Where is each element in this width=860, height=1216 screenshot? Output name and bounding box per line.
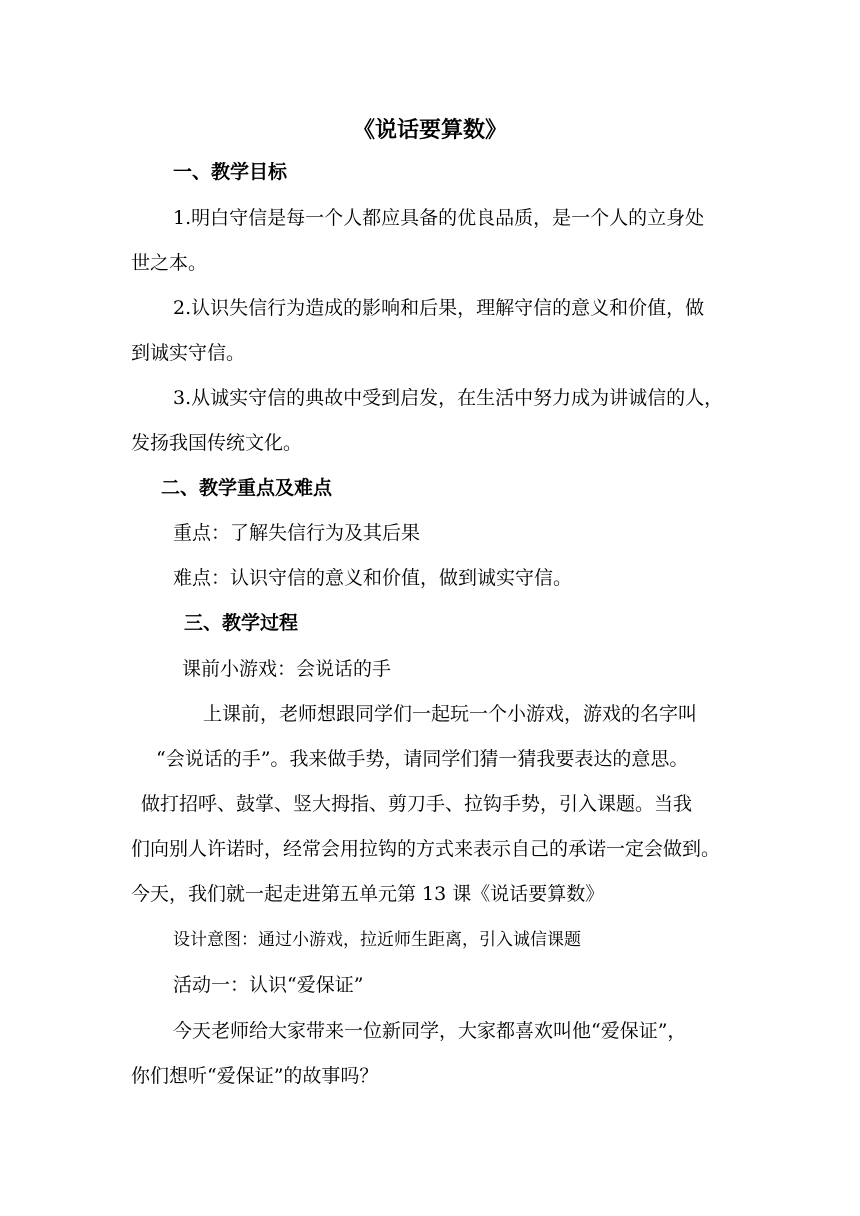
- activity-1-line-2: 你们想听“爱保证”的故事吗？: [131, 1065, 379, 1087]
- design-intent: 设计意图：通过小游戏，拉近师生距离，引入诚信课题: [173, 930, 581, 950]
- difficult-point: 难点：认识守信的意义和价值，做到诚实守信。: [173, 567, 573, 589]
- heading-key-points: 二、教学重点及难点: [161, 477, 333, 499]
- goal-2-line-1: 2.认识失信行为造成的影响和后果，理解守信的意义和价值，做: [173, 297, 705, 319]
- goal-1-line-2: 世之本。: [131, 252, 208, 274]
- game-paragraph-line-1: 上课前，老师想跟同学们一起玩一个小游戏，游戏的名字叫: [203, 703, 698, 725]
- document-title: 《说话要算数》: [352, 117, 507, 143]
- activity-1-title: 活动一：认识“爱保证”: [173, 974, 364, 996]
- heading-teaching-goals: 一、教学目标: [173, 161, 288, 183]
- goal-3-line-2: 发扬我国传统文化。: [131, 432, 303, 454]
- key-point: 重点：了解失信行为及其后果: [173, 522, 421, 544]
- goal-1-line-1: 1.明白守信是每一个人都应具备的优良品质，是一个人的立身处: [173, 207, 705, 229]
- game-paragraph-line-5: 今天，我们就一起走进第五单元第 13 课《说话要算数》: [131, 883, 605, 905]
- pre-class-game-title: 课前小游戏：会说话的手: [182, 658, 392, 680]
- heading-teaching-process: 三、教学过程: [184, 612, 299, 634]
- game-paragraph-line-3: 做打招呼、鼓掌、竖大拇指、剪刀手、拉钩手势，引入课题。当我: [141, 793, 693, 815]
- goal-2-line-2: 到诚实守信。: [131, 342, 246, 364]
- goal-3-line-1: 3.从诚实守信的典故中受到启发，在生活中努力成为讲诚信的人，: [173, 387, 724, 409]
- game-paragraph-line-2: “会说话的手”。我来做手势，请同学们猜一猜我要表达的意思。: [156, 748, 689, 770]
- game-paragraph-line-4: 们向别人许诺时，经常会用拉钩的方式来表示自己的承诺一定会做到。: [131, 838, 721, 860]
- activity-1-line-1: 今天老师给大家带来一位新同学，大家都喜欢叫他“爱保证”，: [173, 1020, 687, 1042]
